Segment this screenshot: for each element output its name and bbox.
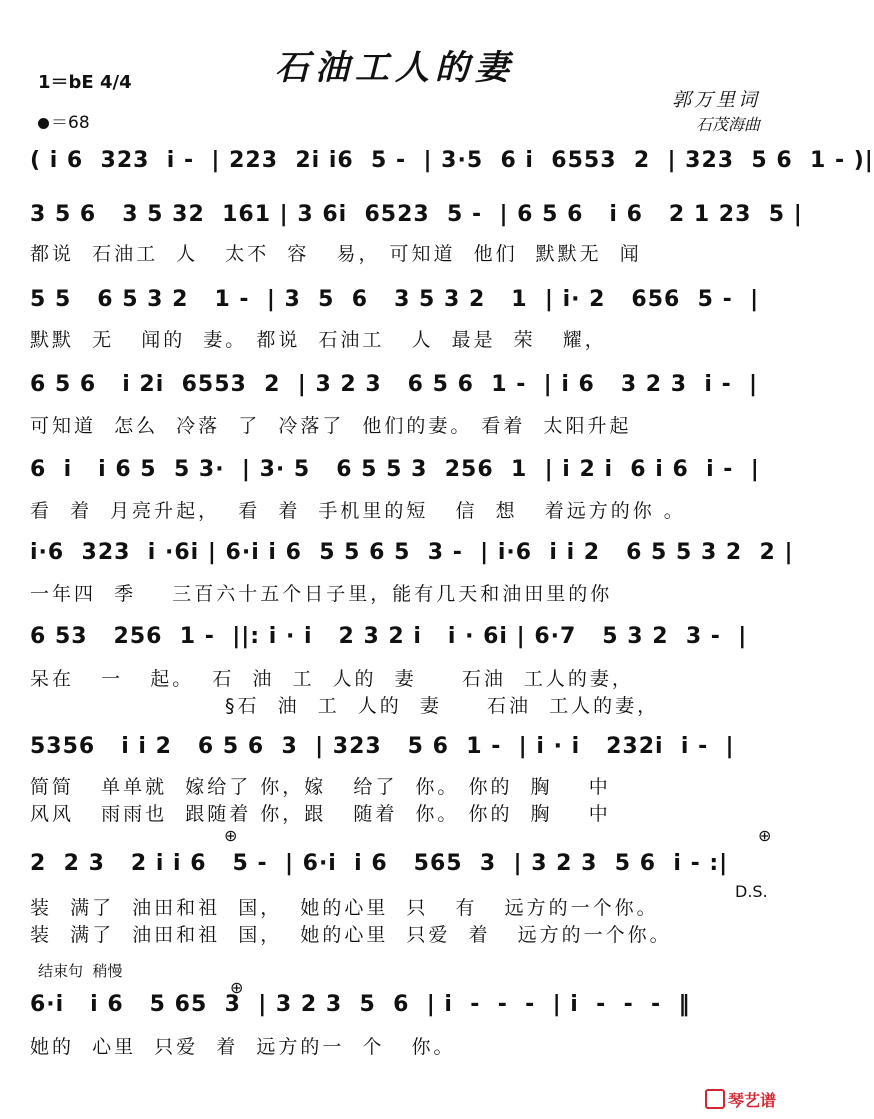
key-signature: 1＝bE 4/4 bbox=[38, 72, 132, 93]
ds-marking: D.S. bbox=[735, 882, 768, 901]
tempo-value: ＝68 bbox=[51, 113, 90, 133]
lyric-line-7-verse-2: 风风 雨雨也 跟随着 你，跟 随着 你。 你的 胸 中 bbox=[30, 803, 611, 825]
quarter-note-icon bbox=[38, 118, 49, 129]
logo-icon bbox=[705, 1089, 725, 1109]
tempo-marking bbox=[38, 108, 90, 133]
lyric-line-7: 简简 单单就 嫁给了 你，嫁 给了 你。 你的 胸 中 bbox=[30, 776, 611, 798]
lyric-line-6-verse-2: §石 油 工 人的 妻 石油 工人的妻， bbox=[225, 695, 660, 717]
lyric-line-8: 装 满了 油田和祖 国， 她的心里 只 有 远方的一个你。 bbox=[30, 897, 659, 919]
ending-label: 结束句 稍慢 bbox=[38, 962, 123, 980]
lyric-line-2: 默默 无 闻的 妻。 都说 石油工 人 最是 荣 耀， bbox=[30, 329, 607, 351]
lyric-line-4: 看 着 月亮升起， 看 着 手机里的短 信 想 着远方的你 。 bbox=[30, 500, 686, 522]
melody-line-6: 6 53 256 1 - ||: i · i 2 3 2 i i · 6i | 6·7 5 3 2 3 - | bbox=[30, 624, 748, 649]
melody-line-1: 3 5 6 3 5 32 161 | 3 6i 6523 5 - | 6 5 6 i 6 2 1 23 5 | bbox=[30, 202, 803, 227]
melody-line-4: 6 i i 6 5 5 3· | 3· 5 6 5 5 3 256 1 | i 2 i 6 i 6 i - | bbox=[30, 457, 760, 482]
composer-credit: 石茂海曲 bbox=[695, 115, 760, 134]
melody-line-5: i·6 323 i ·6i | 6·i i 6 5 5 6 5 3 - | i·6 i i 2 6 5 5 3 2 2 | bbox=[30, 540, 794, 565]
coda-icon-3: ⊕ bbox=[230, 978, 244, 997]
lyric-line-5: 一年四 季 三百六十五个日子里，能有几天和油田里的你 bbox=[30, 583, 613, 605]
melody-line-9: 6·i i 6 5 65 3 | 3 2 3 5 6 | i - - - | i - - - ‖ bbox=[30, 992, 691, 1017]
lyric-line-8-verse-2: 装 满了 油田和祖 国， 她的心里 只爱 着 远方的一个你。 bbox=[30, 924, 672, 946]
melody-line-8: 2 2 3 2 i i 6 5 - | 6·i i 6 565 3 | 3 2 3 5 6 i - :| bbox=[30, 851, 729, 876]
lyric-line-6: 呆在 一 起。 石 油 工 人的 妻 石油 工人的妻， bbox=[30, 668, 634, 690]
lyric-line-9: 她的 心里 只爱 着 远方的一 个 你。 bbox=[30, 1036, 456, 1058]
logo-text: 琴艺谱 bbox=[727, 1091, 776, 1110]
melody-line-2: 5 5 6 5 3 2 1 - | 3 5 6 3 5 3 2 1 | i· 2 656 5 - | bbox=[30, 287, 760, 312]
site-logo bbox=[705, 1088, 776, 1111]
lyric-line-1: 都说 石油工 人 太不 容 易， 可知道 他们 默默无 闻 bbox=[30, 243, 642, 265]
lyricist-credit: 郭万里词 bbox=[671, 89, 760, 111]
melody-line-7: 5356 i i 2 6 5 6 3 | 323 5 6 1 - | i · i 232i i - | bbox=[30, 734, 735, 759]
song-title: 石油工人的妻 bbox=[275, 48, 515, 88]
coda-icon-2: ⊕ bbox=[224, 826, 238, 845]
intro-melody: ( i 6 323 i - | 223 2i i6 5 - | 3·5 6 i 6553 2 | 323 5 6 1 - )| bbox=[30, 148, 874, 173]
melody-line-3: 6 5 6 i 2i 6553 2 | 3 2 3 6 5 6 1 - | i 6 3 2 3 i - | bbox=[30, 372, 759, 397]
lyric-line-3: 可知道 怎么 冷落 了 冷落了 他们的妻。 看着 太阳升起 bbox=[30, 415, 632, 437]
coda-icon: ⊕ bbox=[758, 826, 772, 845]
